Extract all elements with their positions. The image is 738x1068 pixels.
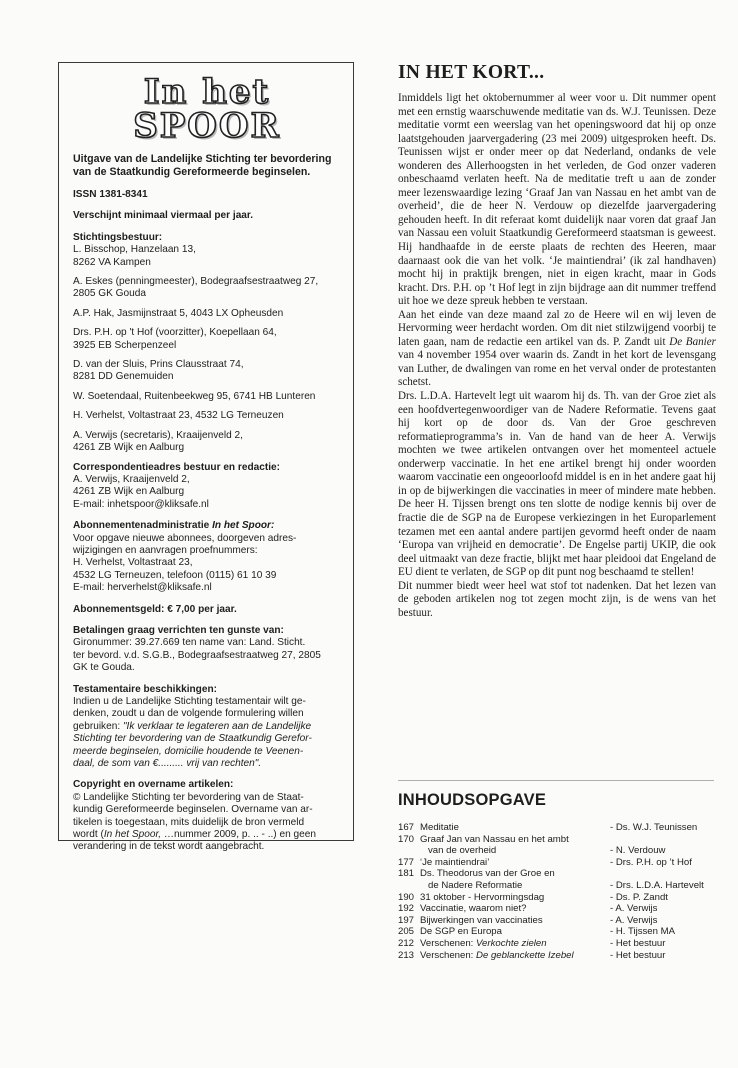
subscription-email: E-mail: herverhelst@kliksafe.nl — [73, 582, 212, 594]
board-member — [73, 359, 341, 384]
toc-entry — [398, 857, 718, 869]
subscription-fee: Abonnementsgeld: € 7,00 per jaar. — [73, 603, 237, 615]
toc-entry — [398, 834, 718, 857]
article-paragraph: Aan het einde van deze maand zal zo de Heere wil en wij leven de Hervorming weer herdacht worden. Om dit niet stilzwijgend voorbij te laten gaan, nam de redactie een artikel van ds. P. Zandt uit De Banier van 4 november 1954 over waarin ds. Zandt in het kort de levensgang van Luther, de dwalingen van rome en het verval onder de protestanten schetst. — [398, 308, 716, 389]
board-member-line: 8262 VA Kampen — [73, 256, 151, 268]
copyright-line: © Landelijke Stichting ter bevordering van de Staat- — [73, 791, 304, 803]
subscription-line: wijzigingen en aanvragen proefnummers: — [73, 544, 258, 556]
toc-entry-author: - Ds. W.J. Teunissen — [610, 822, 698, 833]
toc-page-number: 190 — [398, 891, 415, 903]
article-paragraph: Inmiddels ligt het oktobernummer al weer voor u. Dit nummer opent met een ernstig waarschuwende meditatie van ds. W.J. Teunissen. Deze meditatie vormt een weerslag van het openingswoord dat hij op onze laatstgehouden jaarvergadering (23 mei 2009) uitgesproken heeft. Ds. Teunissen wijst er onder meer op dat Nederland, ondanks de vele wonderen des Allerhoogsten in het verleden, de God onzer vaderen onbeschaamd verlaten heeft. Na de meditatie treft u aan de zonder meer lezenswaardige lezing ‘Graaf Jan van Nassau en het ambt van de overheid’, die de heer N. Verdouw op diezelfde jaarvergadering gehouden heeft. In dit referaat komt duidelijk naar voren dat graaf Jan van Nassau een voluit Staatkundig Gereformeerd staatsman is geweest. Hij handhaafde in de eerste plaats de rechten des Heeren, maar daarnaast ook die van het volk. ‘Je maintiendrai’ (ik zal handhaven) mocht hij in praktijk brengen, niet in eigen kracht, maar in Gods kracht. Drs. P.H. op ’t Hof legt in zijn bijdrage aan dit nummer treffend uit hoe we deze spreuk hebben te verstaan. — [398, 92, 716, 308]
board-member — [73, 244, 341, 269]
toc-entry-author: - A. Verwijs — [610, 914, 658, 926]
toc-entry-title: 31 oktober - Hervormingsdag — [420, 891, 545, 903]
toc-entry-author: - Drs. L.D.A. Hartevelt — [610, 879, 704, 891]
colophon-box — [58, 62, 354, 853]
payment-block — [73, 625, 341, 675]
toc-page-number: 192 — [398, 903, 415, 915]
testament-quote-line: daal, de som van €......... vrij van rechten". — [73, 758, 262, 770]
toc-entry-title: Verschenen: Verkochte zielen — [420, 937, 547, 949]
board-member — [73, 327, 341, 352]
toc-entry — [398, 938, 718, 950]
editorial-article — [398, 62, 716, 620]
board-member-line: 3925 EB Scherpenzeel — [73, 339, 177, 351]
toc-list — [398, 822, 718, 961]
toc-entry-author: - Het bestuur — [610, 937, 666, 949]
toc-page-number: 205 — [398, 926, 415, 938]
board-member — [73, 410, 341, 422]
correspondence-line: A. Verwijs, Kraaijenveld 2, — [73, 473, 190, 485]
payment-line: GK te Gouda. — [73, 662, 135, 674]
toc-title: INHOUDSOPGAVE — [398, 791, 547, 809]
board-member — [73, 391, 341, 403]
toc-entry — [398, 950, 718, 962]
board-member-line: 2805 GK Gouda — [73, 288, 146, 300]
publisher-intro: Uitgave van de Landelijke Stichting ter bevordering van de Staatkundig Gereformeerde beginselen. — [73, 153, 332, 178]
copyright-line: kundig Gereformeerde beginselen. Overname van ar- — [73, 804, 313, 816]
toc-entry — [398, 926, 718, 938]
toc-entry-title: Graaf Jan van Nassau en het ambt van de overheid — [420, 834, 610, 857]
toc-page-number: 181 — [398, 868, 415, 880]
article-paragraph: Drs. L.D.A. Hartevelt legt uit waarom hij ds. Th. van der Groe ziet als een hoofdvertegenwoordiger van de Nadere Reformatie. Tevens gaat hij kort op de door ds. Van der Groe geschreven reformatieprogramma’s in. Van de hand van de heer A. Verwijs mochten we twee artikelen ontvangen over het momenteel actuele onderwerp vaccinatie. In het ene artikel brengt hij onder woorden waarom vaccinatie een ongeoorloofd middel is en in het andere gaat hij in op de bijwerkingen die vaccinaties in meer of mindere mate hebben. De heer H. Tijssen brengt ons ten slotte de nodige kennis bij over de fractie die de SGP na de Europese verkiezingen in het Europarlement tezamen met een aantal andere partijen gevormd heeft onder de naam ‘Europa van vrijheid en democratie’. De Engelse partij UKIP, die ook deel uitmaakt van deze fractie, blijkt met haar pleidooi dat Engeland de EU dient te verlaten, de SGP op dit punt nog beschaamd te stellen! — [398, 390, 716, 579]
toc-entry-title: Verschenen: De geblanckette Izebel — [420, 949, 574, 961]
correspondence-heading: Correspondentieadres bestuur en redactie: — [73, 461, 280, 473]
board-heading: Stichtingsbestuur: — [73, 231, 163, 243]
toc-entry-author: - Drs. P.H. op ’t Hof — [610, 856, 692, 868]
frequency: Verschijnt minimaal viermaal per jaar. — [73, 210, 254, 222]
logo-line-1: In het — [143, 72, 271, 112]
board-member-line: D. van der Sluis, Prins Clausstraat 74, — [73, 359, 244, 371]
logo-line-2: SPOOR — [133, 106, 281, 146]
toc-page-number: 170 — [398, 833, 415, 845]
board-list — [73, 244, 341, 454]
toc-entry-author: - A. Verwijs — [610, 903, 658, 915]
article-title: IN HET KORT... — [398, 62, 545, 83]
testament-heading: Testamentaire beschikkingen: — [73, 683, 217, 695]
subscription-block — [73, 520, 341, 594]
board-member — [73, 308, 341, 320]
toc-page-number: 212 — [398, 937, 415, 949]
copyright-line: tikelen is toegestaan, mits duidelijk de bron vermeld — [73, 816, 305, 828]
toc-entry-author: - Ds. P. Zandt — [610, 891, 668, 903]
board-member-line: A. Verwijs (secretaris), Kraaijenveld 2, — [73, 429, 243, 441]
subscription-line: Voor opgave nieuwe abonnees, doorgeven adres- — [73, 532, 297, 544]
subscription-line: H. Verhelst, Voltastraat 23, — [73, 557, 193, 569]
toc-page-number: 197 — [398, 914, 415, 926]
copyright-block — [73, 779, 341, 853]
testament-quote-line: meerde beginselen, domicilie houdende te Veenen- — [73, 745, 304, 757]
correspondence-email: E-mail: inhetspoor@kliksafe.nl — [73, 498, 209, 510]
board-member — [73, 430, 341, 455]
testament-quote-line: Stichting ter bevordering van de Staatkundig Gerefor- — [73, 733, 312, 745]
toc-entry-author: - H. Tijssen MA — [610, 926, 676, 938]
toc-entry — [398, 868, 718, 891]
toc-entry — [398, 892, 718, 904]
testament-block — [73, 684, 341, 771]
issn: ISSN 1381-8341 — [73, 189, 148, 200]
board-member-line: L. Bisschop, Hanzelaan 13, — [73, 244, 196, 256]
copyright-line: verandering in de tekst wordt aangebracht. — [73, 841, 265, 853]
section-divider — [398, 780, 714, 781]
subscription-heading: Abonnementenadministratie In het Spoor: — [73, 520, 275, 532]
toc-page-number: 177 — [398, 856, 415, 868]
toc-page-number: 213 — [398, 949, 415, 961]
toc-entry — [398, 903, 718, 915]
toc-entry-title: ‘Je maintiendrai’ — [420, 856, 490, 868]
correspondence-line: 4261 ZB Wijk en Aalburg — [73, 486, 185, 498]
toc-entry — [398, 915, 718, 927]
payment-line: ter bevord. v.d. S.G.B., Bodegraafsestraatweg 27, 2805 — [73, 649, 321, 661]
copyright-line: wordt (In het Spoor, …nummer 2009, p. .. - ..) en geen — [73, 829, 316, 841]
toc-entry-subtitle: de Nadere Reformatie — [428, 879, 523, 891]
toc-page-number: 167 — [398, 822, 415, 833]
board-member-line: A.P. Hak, Jasmijnstraat 5, 4043 LX Opheusden — [73, 307, 284, 319]
testament-line: denken, zoudt u dan de volgende formulering willen — [73, 708, 304, 720]
testament-line: gebruiken: "Ik verklaar te legateren aan de Landelijke — [73, 720, 312, 732]
toc-entry-title: Vaccinatie, waarom niet? — [420, 903, 527, 915]
article-paragraph: Dit nummer biedt weer heel wat stof tot nadenken. Dat het lezen van de geboden artikelen nog tot zegen mocht zijn, is de wens van het bestuur. — [398, 579, 716, 619]
subscription-line: 4532 LG Terneuzen, telefoon (0115) 61 10 39 — [73, 569, 277, 581]
correspondence-block — [73, 462, 341, 512]
board-member-line: W. Soetendaal, Ruitenbeekweg 95, 6741 HB Lunteren — [73, 390, 316, 402]
payment-heading: Betalingen graag verrichten ten gunste van: — [73, 624, 284, 636]
toc-entry-author: - Het bestuur — [610, 949, 666, 961]
board-member-line: H. Verhelst, Voltastraat 23, 4532 LG Terneuzen — [73, 410, 284, 422]
board-member-line: A. Eskes (penningmeester), Bodegraafsestraatweg 27, — [73, 276, 319, 288]
payment-line: Gironummer: 39.27.669 ten name van: Land. Sticht. — [73, 637, 306, 649]
toc-entry-author: - N. Verdouw — [610, 845, 666, 857]
copyright-heading: Copyright en overname artikelen: — [73, 779, 234, 791]
board-member-line: 8281 DD Genemuiden — [73, 371, 174, 383]
board-member-line: 4261 ZB Wijk en Aalburg — [73, 442, 185, 454]
table-of-contents — [398, 790, 718, 961]
toc-entry-subtitle: van de overheid — [428, 845, 497, 857]
board-member — [73, 276, 341, 301]
toc-entry-title: Ds. Theodorus van der Groe en de Nadere Reformatie — [420, 868, 610, 891]
magazine-logo — [73, 72, 341, 149]
toc-entry-title: De SGP en Europa — [420, 926, 502, 938]
toc-entry — [398, 822, 718, 834]
toc-entry-title: Bijwerkingen van vaccinaties — [420, 914, 543, 926]
toc-entry-title: Meditatie — [420, 822, 459, 833]
testament-line: Indien u de Landelijke Stichting testamentair wilt ge- — [73, 696, 306, 707]
board-member-line: Drs. P.H. op 't Hof (voorzitter), Koepellaan 64, — [73, 327, 277, 339]
